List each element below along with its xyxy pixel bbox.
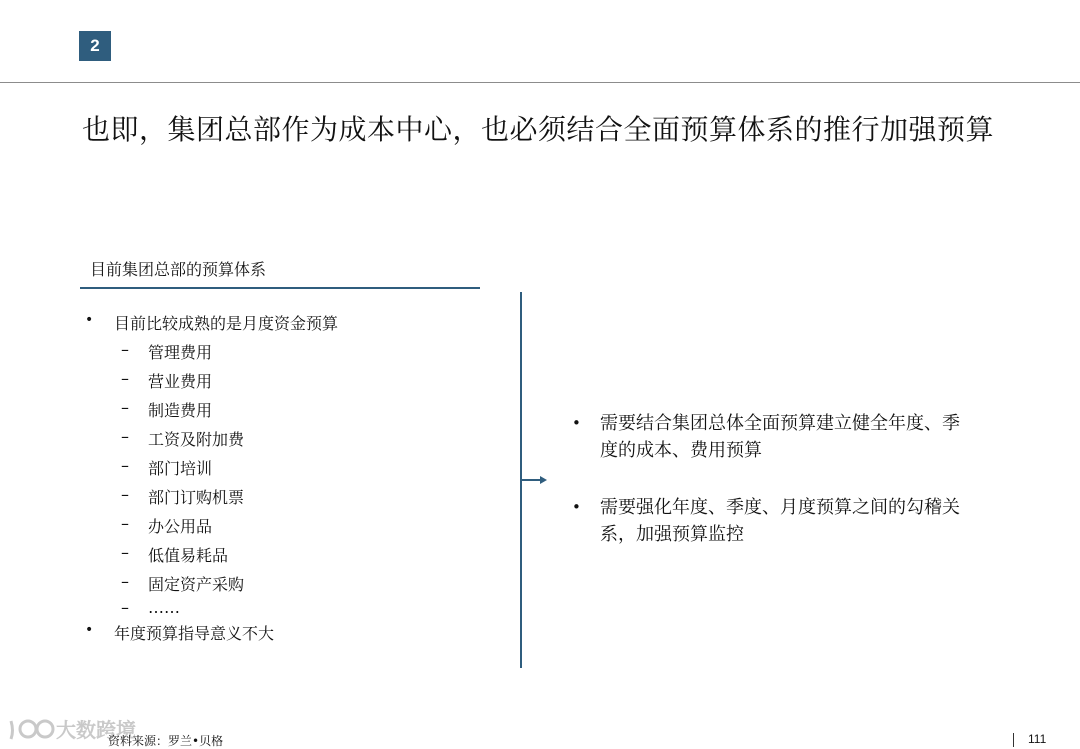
- dash-icon: –: [121, 398, 129, 417]
- list-item: [80, 308, 480, 337]
- sub-item-text: 营业费用: [148, 372, 213, 391]
- dash-icon: –: [121, 369, 129, 388]
- bullet-text: 需要结合集团总体全面预算建立健全年度、季度的成本、费用预算: [600, 413, 960, 461]
- sub-list-item: [80, 482, 480, 511]
- sub-list-item: [80, 424, 480, 453]
- sub-item-text: 低值易耗品: [148, 546, 229, 565]
- sub-item-text: 固定资产采购: [148, 575, 245, 594]
- sub-item-text: 办公用品: [148, 517, 213, 536]
- arrow-right-icon: [522, 472, 548, 488]
- header-divider: [0, 82, 1080, 83]
- page-number: 111: [1028, 732, 1047, 746]
- list-item: [80, 618, 480, 647]
- list-item: [570, 494, 990, 548]
- right-bullet-list: [570, 410, 990, 578]
- sub-list-item: [80, 511, 480, 540]
- sub-list-item: [80, 453, 480, 482]
- bullet-icon: •: [85, 622, 94, 638]
- bullet-icon: •: [572, 498, 581, 516]
- watermark-logo-icon: [8, 715, 56, 743]
- page-number-separator: [1013, 733, 1014, 747]
- sub-item-text: ……: [148, 598, 180, 617]
- sub-list-item: [80, 366, 480, 395]
- sub-list-item: [80, 569, 480, 598]
- bullet-icon: •: [85, 312, 94, 328]
- dash-icon: –: [121, 598, 129, 617]
- dash-icon: –: [121, 456, 129, 475]
- watermark-text: 大数跨境: [56, 718, 136, 742]
- left-panel-title: 目前集团总部的预算体系: [90, 260, 267, 279]
- dash-icon: –: [121, 340, 129, 359]
- dash-icon: –: [121, 514, 129, 533]
- bullet-text: 年度预算指导意义不大: [114, 624, 275, 643]
- sub-item-text: 工资及附加费: [148, 430, 245, 449]
- sub-list-item: [80, 540, 480, 569]
- sub-list-item: [80, 598, 480, 618]
- left-panel-rule: [80, 287, 480, 289]
- list-item: [570, 410, 990, 464]
- bullet-text: 目前比较成熟的是月度资金预算: [114, 314, 339, 333]
- left-bullet-list: [80, 308, 480, 647]
- dash-icon: –: [121, 485, 129, 504]
- dash-icon: –: [121, 572, 129, 591]
- page-title: 也即，集团总部作为成本中心，也必须结合全面预算体系的推行加强预算: [82, 113, 995, 146]
- bullet-icon: •: [572, 414, 581, 432]
- source-note: 资料来源：罗兰•贝格: [108, 734, 224, 748]
- section-number-badge: 2: [79, 31, 111, 61]
- sub-item-text: 部门培训: [148, 459, 213, 478]
- sub-item-text: 管理费用: [148, 343, 213, 362]
- sub-list-item: [80, 395, 480, 424]
- sub-list-item: [80, 337, 480, 366]
- dash-icon: –: [121, 427, 129, 446]
- dash-icon: –: [121, 543, 129, 562]
- bullet-text: 需要强化年度、季度、月度预算之间的勾稽关系，加强预算监控: [600, 497, 960, 545]
- sub-item-text: 部门订购机票: [148, 488, 245, 507]
- sub-item-text: 制造费用: [148, 401, 213, 420]
